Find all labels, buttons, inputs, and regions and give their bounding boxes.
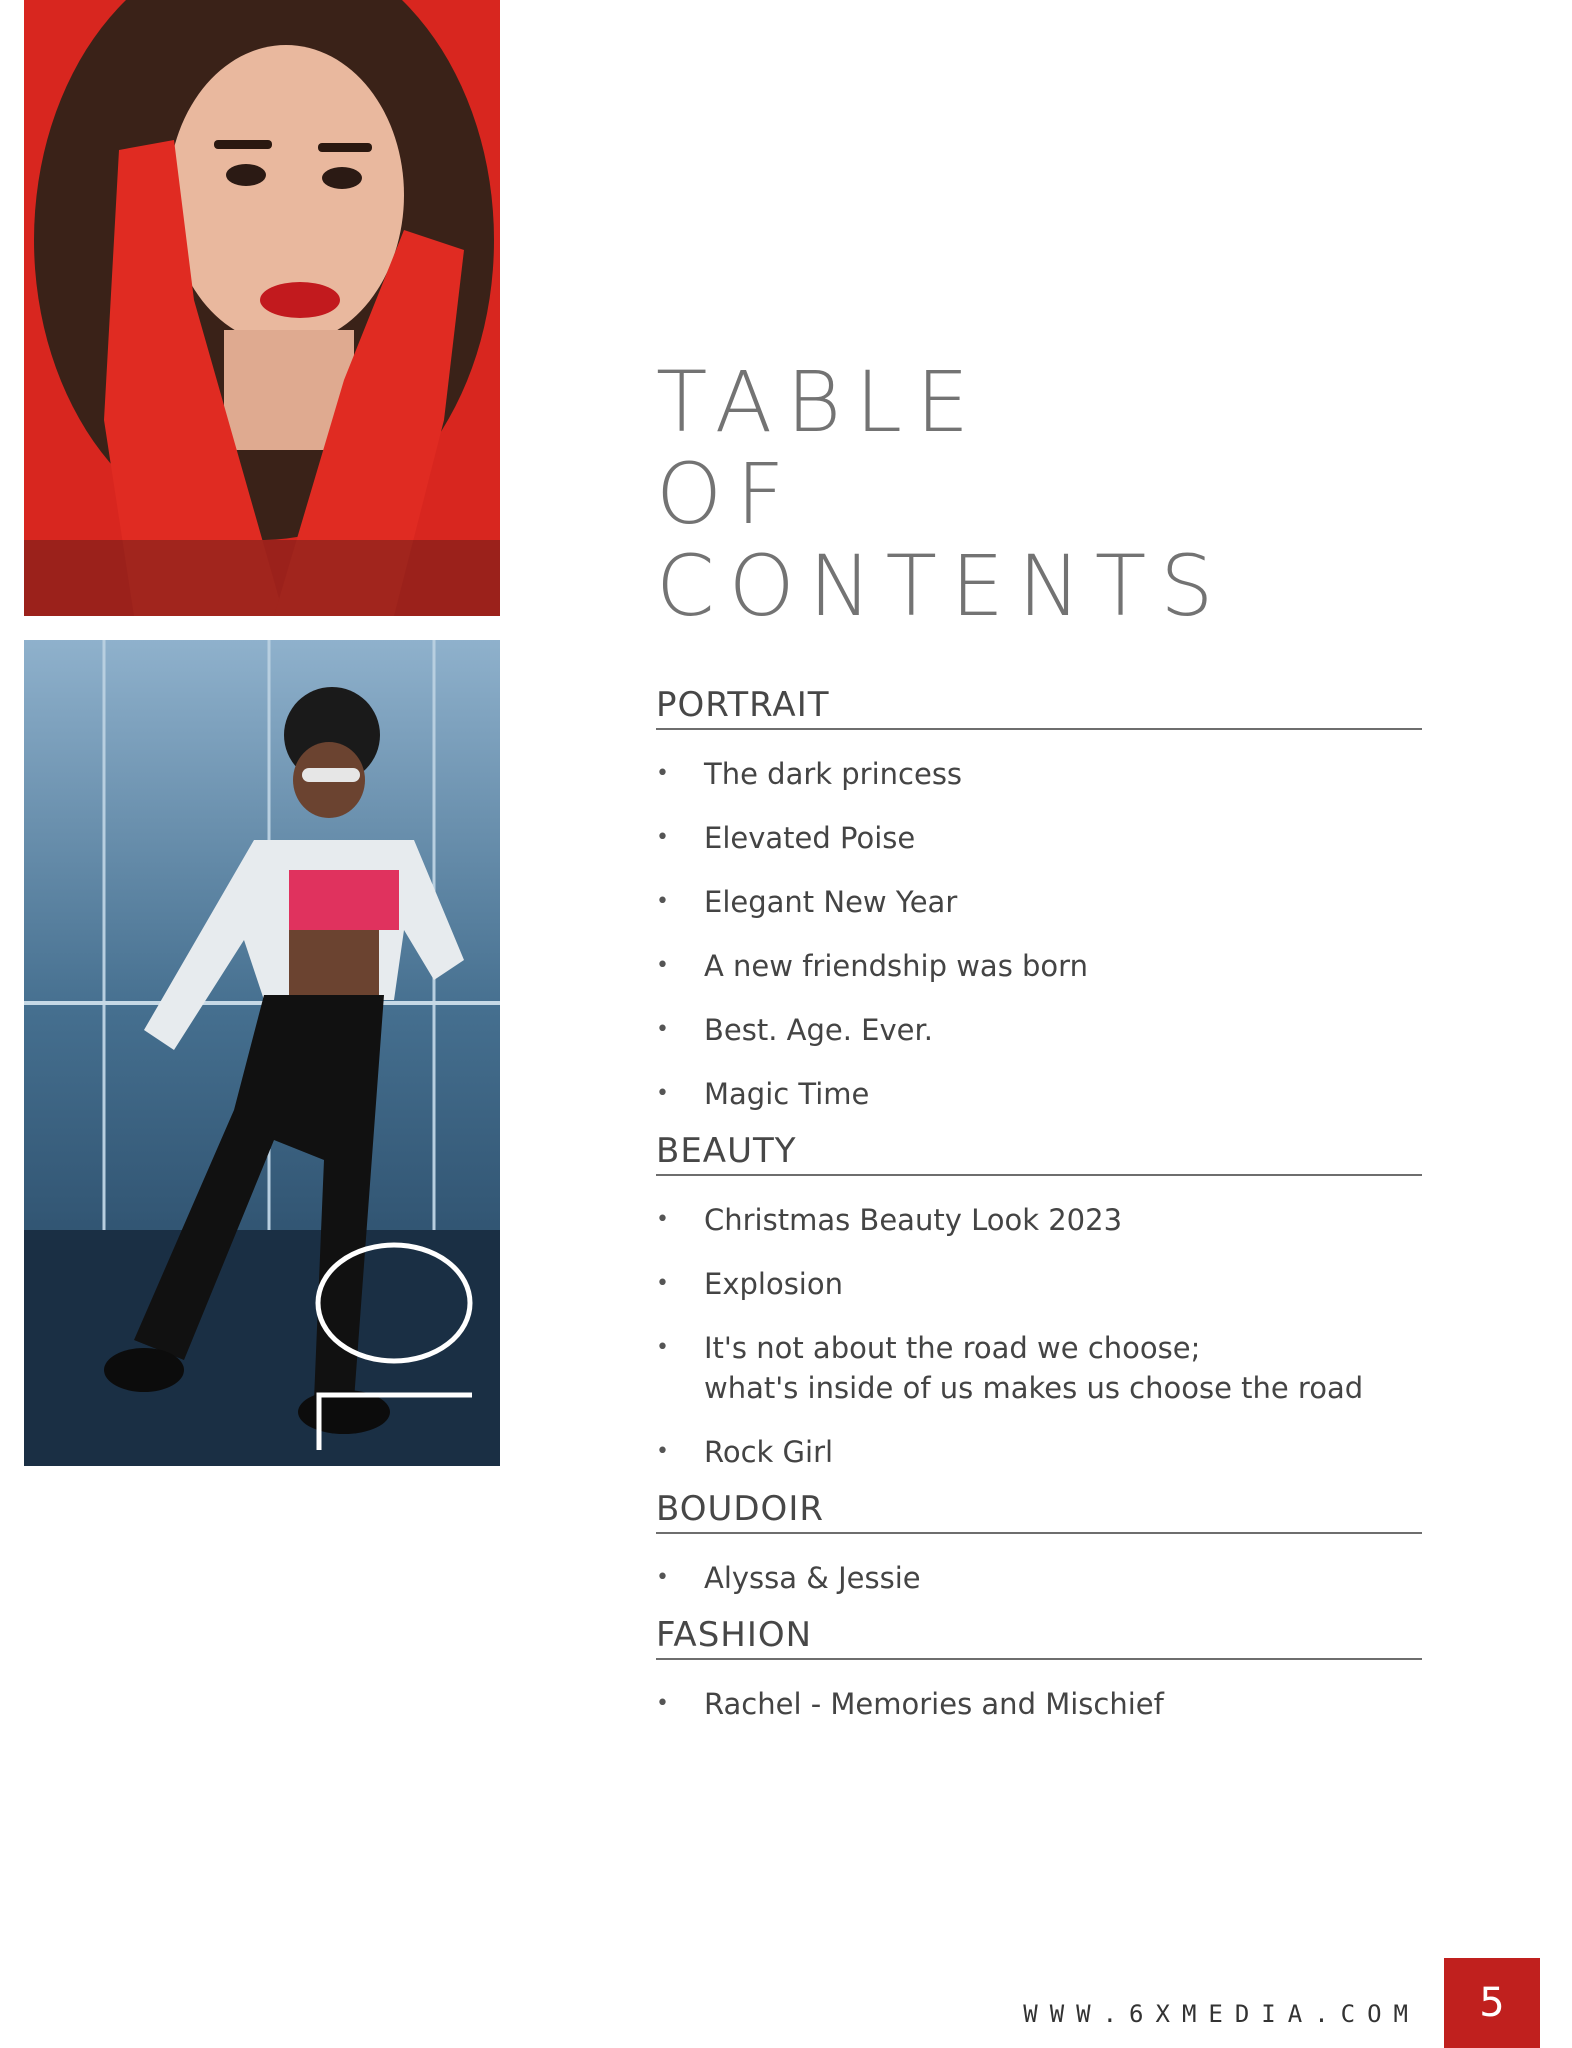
list-item[interactable] — [656, 1684, 1422, 1724]
list-item-label: Rachel - Memories and Mischief — [704, 1687, 1164, 1721]
title-line-1: TABLE — [656, 353, 984, 451]
title-line-3: CONTENTS — [656, 537, 1228, 635]
list-item-label: A new friendship was born — [704, 949, 1088, 983]
section-portrait — [656, 686, 1422, 1114]
section-header: BEAUTY — [656, 1132, 1422, 1176]
list-item[interactable] — [656, 1432, 1422, 1472]
list-item[interactable] — [656, 1010, 1422, 1050]
page-title — [656, 353, 1228, 635]
list-item-label: Best. Age. Ever. — [704, 1013, 933, 1047]
bullet-icon: • — [656, 1271, 669, 1296]
list-item-label: Elevated Poise — [704, 821, 916, 855]
footer-website-url[interactable]: WWW.6XMEDIA.COM — [1023, 2000, 1420, 2028]
bullet-icon: • — [656, 953, 669, 978]
section-header: FASHION — [656, 1616, 1422, 1660]
list-item[interactable] — [656, 1200, 1422, 1240]
list-item[interactable] — [656, 946, 1422, 986]
bullet-icon: • — [656, 761, 669, 786]
bullet-icon: • — [656, 1335, 669, 1360]
fashion-photo-elevator — [24, 640, 500, 1466]
list-item-label: Alyssa & Jessie — [704, 1561, 921, 1595]
bullet-icon: • — [656, 1439, 669, 1464]
list-item-label: The dark princess — [704, 757, 963, 791]
section-list — [656, 1684, 1422, 1724]
page-number: 5 — [1479, 1980, 1505, 2026]
table-of-contents — [656, 686, 1422, 1742]
list-item-label: It's not about the road we choose; what's inside of us makes us choose the road — [704, 1331, 1364, 1405]
list-item-label: Magic Time — [704, 1077, 870, 1111]
list-item[interactable] — [656, 818, 1422, 858]
list-item[interactable] — [656, 754, 1422, 794]
bullet-icon: • — [656, 1017, 669, 1042]
section-list — [656, 754, 1422, 1114]
section-list — [656, 1558, 1422, 1598]
bullet-icon: • — [656, 1565, 669, 1590]
bullet-icon: • — [656, 1207, 669, 1232]
list-item-label: Rock Girl — [704, 1435, 834, 1469]
title-line-2: OF — [656, 445, 799, 543]
list-item-label: Christmas Beauty Look 2023 — [704, 1203, 1123, 1237]
list-item[interactable] — [656, 1558, 1422, 1598]
page-number-badge — [1444, 1958, 1540, 2048]
list-item[interactable] — [656, 1264, 1422, 1304]
bullet-icon: • — [656, 1691, 669, 1716]
bullet-icon: • — [656, 1081, 669, 1106]
bullet-icon: • — [656, 889, 669, 914]
list-item[interactable] — [656, 882, 1422, 922]
section-fashion — [656, 1616, 1422, 1724]
list-item-label: Elegant New Year — [704, 885, 958, 919]
list-item[interactable] — [656, 1074, 1422, 1114]
section-beauty — [656, 1132, 1422, 1472]
section-boudoir — [656, 1490, 1422, 1598]
section-header: BOUDOIR — [656, 1490, 1422, 1534]
list-item[interactable] — [656, 1328, 1422, 1408]
section-list — [656, 1200, 1422, 1472]
bullet-icon: • — [656, 825, 669, 850]
list-item-label: Explosion — [704, 1267, 843, 1301]
section-header: PORTRAIT — [656, 686, 1422, 730]
portrait-photo-red-gloves — [24, 0, 500, 616]
